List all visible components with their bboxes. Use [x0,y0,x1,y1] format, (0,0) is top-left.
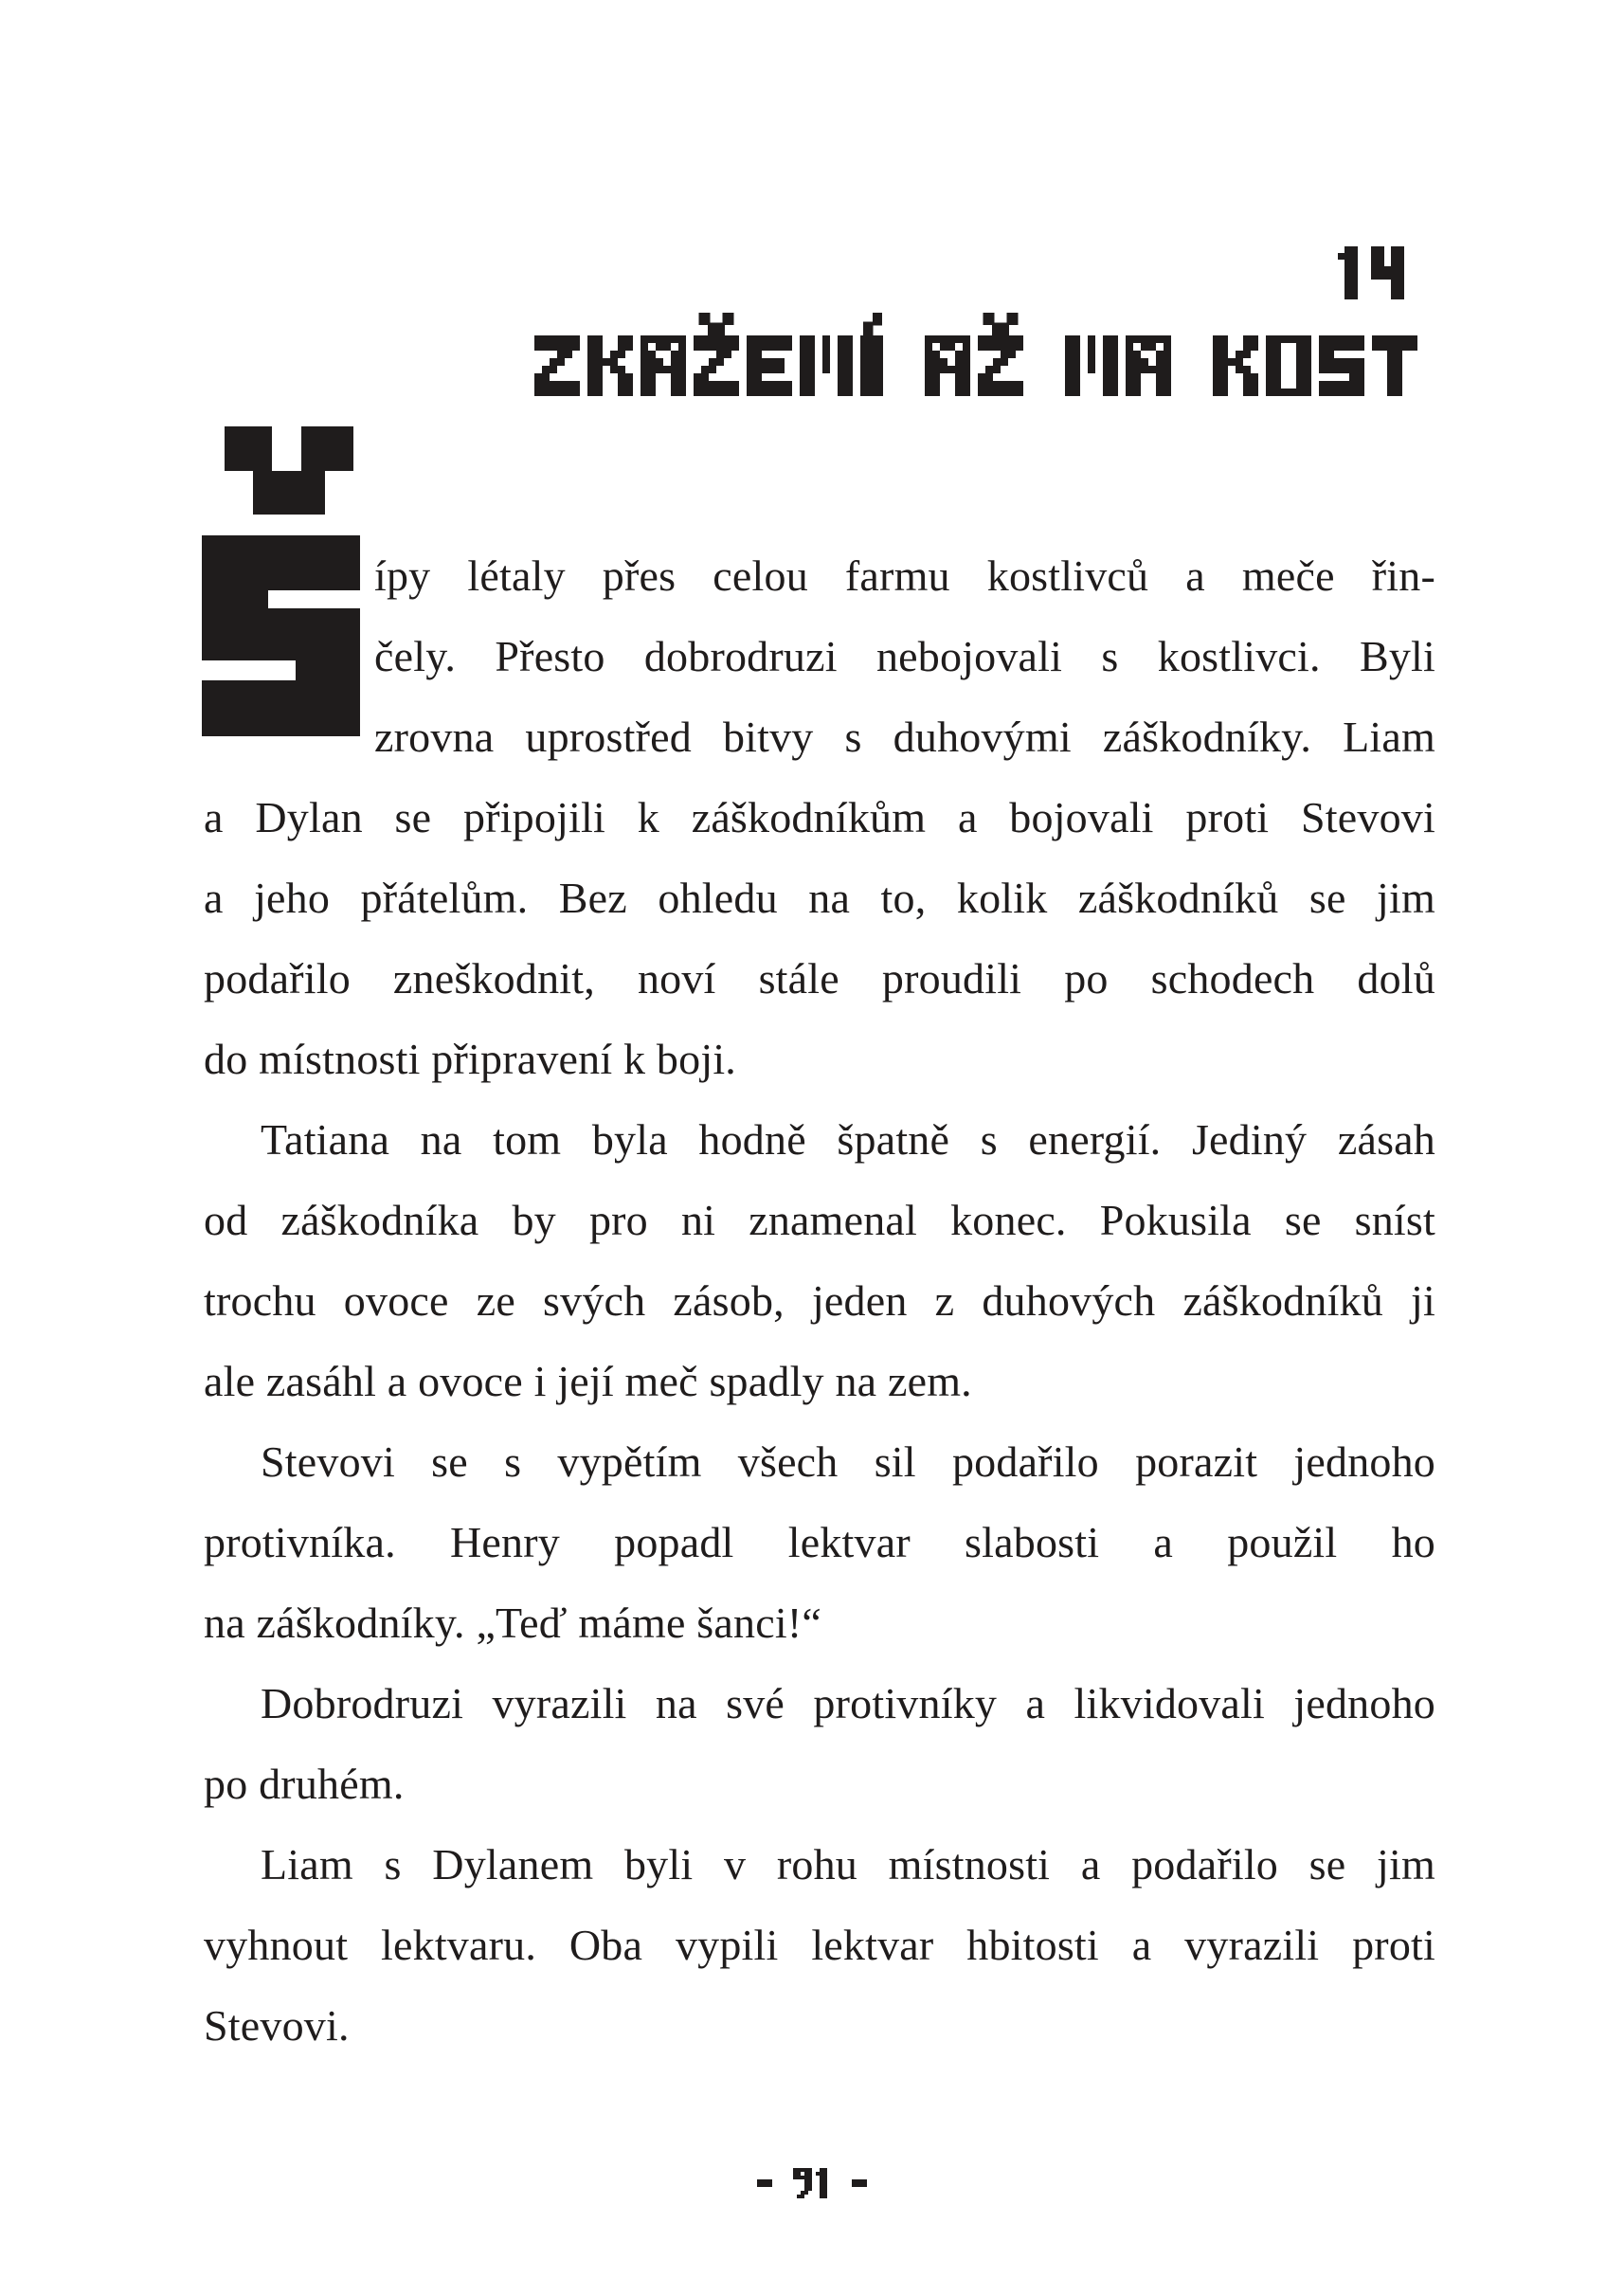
body-text [204,535,1435,2066]
body-line: Liam s Dylanem byli v rohu místnosti a podařilo se jim [261,1840,1435,1888]
chapter-title-pixel-text [534,313,1417,396]
paragraph [204,535,1435,1099]
body-line: ale zasáhl a ovoce i její meč spadly na zem. [204,1357,972,1405]
body-line: na záškodníky. „Teď máme šanci!“ [204,1599,821,1647]
chapter-title [204,313,1417,396]
page-footer [0,2168,1624,2198]
body-line: Stevovi se s vypětím všech sil podařilo porazit jednoho [261,1437,1435,1486]
page-number-text [757,2168,867,2198]
body-line: Stevovi. [204,2001,350,2050]
body-line: ípy létaly přes celou farmu kostlivců a meče řin- [374,551,1435,600]
paragraph [204,1099,1435,1421]
chapter-number [204,0,1404,299]
body-line: a Dylan se připojili k záškodníkům a bojovali proti Stevovi [204,793,1435,841]
chapter-number-pixel-text [1338,246,1404,299]
paragraph [204,1663,1435,1824]
body-line: Dobrodruzi vyrazili na své protivníky a likvidovali jednoho [261,1679,1435,1727]
paragraph [204,1824,1435,2066]
body-line: vyhnout lektvaru. Oba vypili lektvar hbitosti a vyrazili proti [204,1921,1435,1969]
body-line: zrovna uprostřed bitvy s duhovými záškodníky. Liam [374,713,1435,761]
body-line: čely. Přesto dobrodruzi nebojovali s kostlivci. Byli [374,632,1435,680]
body-line: od záškodníka by pro ni znamenal konec. Pokusila se sníst [204,1196,1435,1244]
body-line: podařilo zneškodnit, noví stále proudili po schodech dolů [204,954,1435,1003]
body-line: do místnosti připravení k boji. [204,1035,736,1083]
paragraph [204,1421,1435,1663]
body-line: a jeho přátelům. Bez ohledu na to, kolik záškodníků se jim [204,874,1435,922]
body-line: trochu ovoce ze svých zásob, jeden z duhových záškodníků ji [204,1276,1435,1325]
body-line: po druhém. [204,1760,405,1808]
drop-cap-letter [202,426,360,736]
body-line: protivníka. Henry popadl lektvar slabosti a použil ho [204,1518,1435,1566]
body-line: Tatiana na tom byla hodně špatně s energií. Jediný zásah [261,1115,1435,1164]
